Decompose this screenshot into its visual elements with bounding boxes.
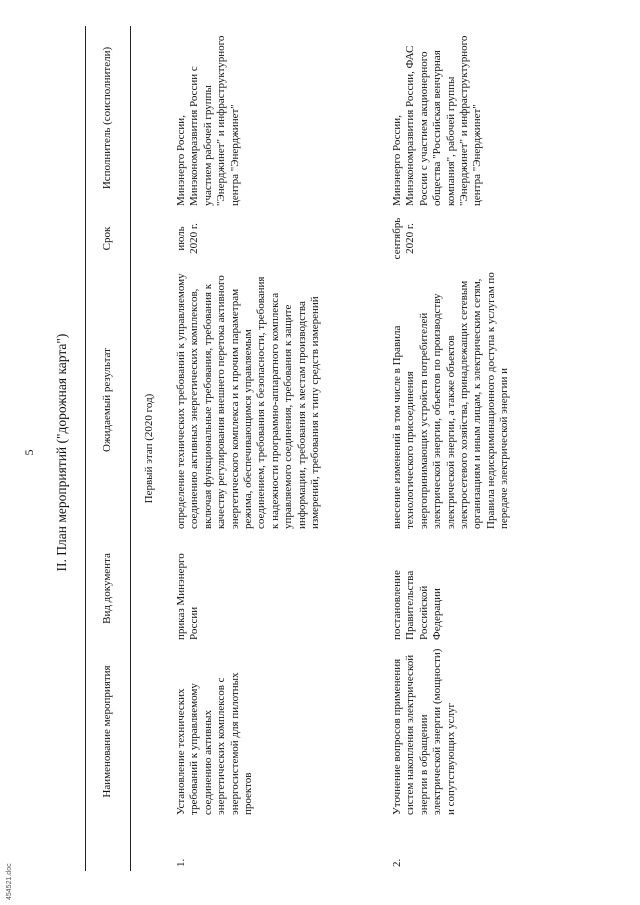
row-deadline: сентябрь 2020 г.	[391, 217, 417, 260]
roadmap-table	[85, 26, 512, 871]
row-name: Уточнение вопросов применения систем накопления электрической энергии в обращении электрической энергии (мощности) и сопутствующих услуг	[391, 648, 457, 815]
row-doc-type: постановление Правительства Российской Федерации	[391, 570, 444, 640]
section-title: II. План мероприятий ("дорожная карта")	[54, 333, 69, 572]
row-deadline: июль 2020 г.	[175, 223, 201, 254]
stage-label: Первый этап (2020 год)	[143, 393, 156, 504]
row-result: внесение изменений в том числе в Правила технологического присоединения энергопринимающих устройств потребителей электрической энергии, объектов по производству электрической энергии, а также объектов электросетевого хозяйства, принадлежащих сетевым организациям и иным лицам, к электрическим сетям, Правила недискриминационного доступа к услугам по передаче электрической энергии и	[391, 272, 511, 529]
header-doc-type: Вид документа	[86, 533, 131, 644]
stage-row	[131, 26, 170, 871]
row-name: Установление технических требований к управляемому соединению активных энергетических комплексов с энергосистемой для пилотных проектов	[175, 672, 255, 815]
table-row	[383, 26, 512, 871]
row-executor: Минэнерго России, Минэкономразвития России с участием рабочей группы "Энерджинет" и инфраструктурного центра "Энерджинет"	[175, 35, 241, 206]
document-id: 454521.doc	[6, 863, 13, 900]
table-header-row	[86, 26, 131, 871]
page-number: 5	[22, 449, 36, 456]
row-executor: Минэнерго России, Минэкономразвития России, ФАС России с участием акционерного общества "Российская венчурная компания", рабочей группы "Энерджинет" и инфраструктурного центра "Энерджинет"	[391, 35, 484, 206]
header-name: Наименование мероприятия	[86, 644, 131, 819]
header-number	[86, 819, 131, 871]
header-deadline: Срок	[86, 210, 131, 267]
table-row	[169, 26, 383, 871]
rotated-page	[20, 20, 620, 885]
row-result: определение технических требований к управляемому соединению активных энергетических комплексов, включая функциональные требования, требования к качеству регулирования внешнего перетока активного энергетического комплекса и к прочим параметрам режима, обеспечивающимся управляемым соединением, требования к безопасности, требования к надежности программно-аппаратного комплекса управляемого соединения, требования к защите информации, требования к местам производства измерений, требования к типу средств измерений	[175, 273, 322, 529]
header-result: Ожидаемый результат	[86, 267, 131, 533]
row-number: 1.	[175, 858, 187, 867]
row-doc-type: приказ Минэнерго России	[175, 553, 201, 640]
row-number: 2.	[391, 858, 403, 867]
header-executor: Исполнитель (соисполнители)	[86, 26, 131, 210]
